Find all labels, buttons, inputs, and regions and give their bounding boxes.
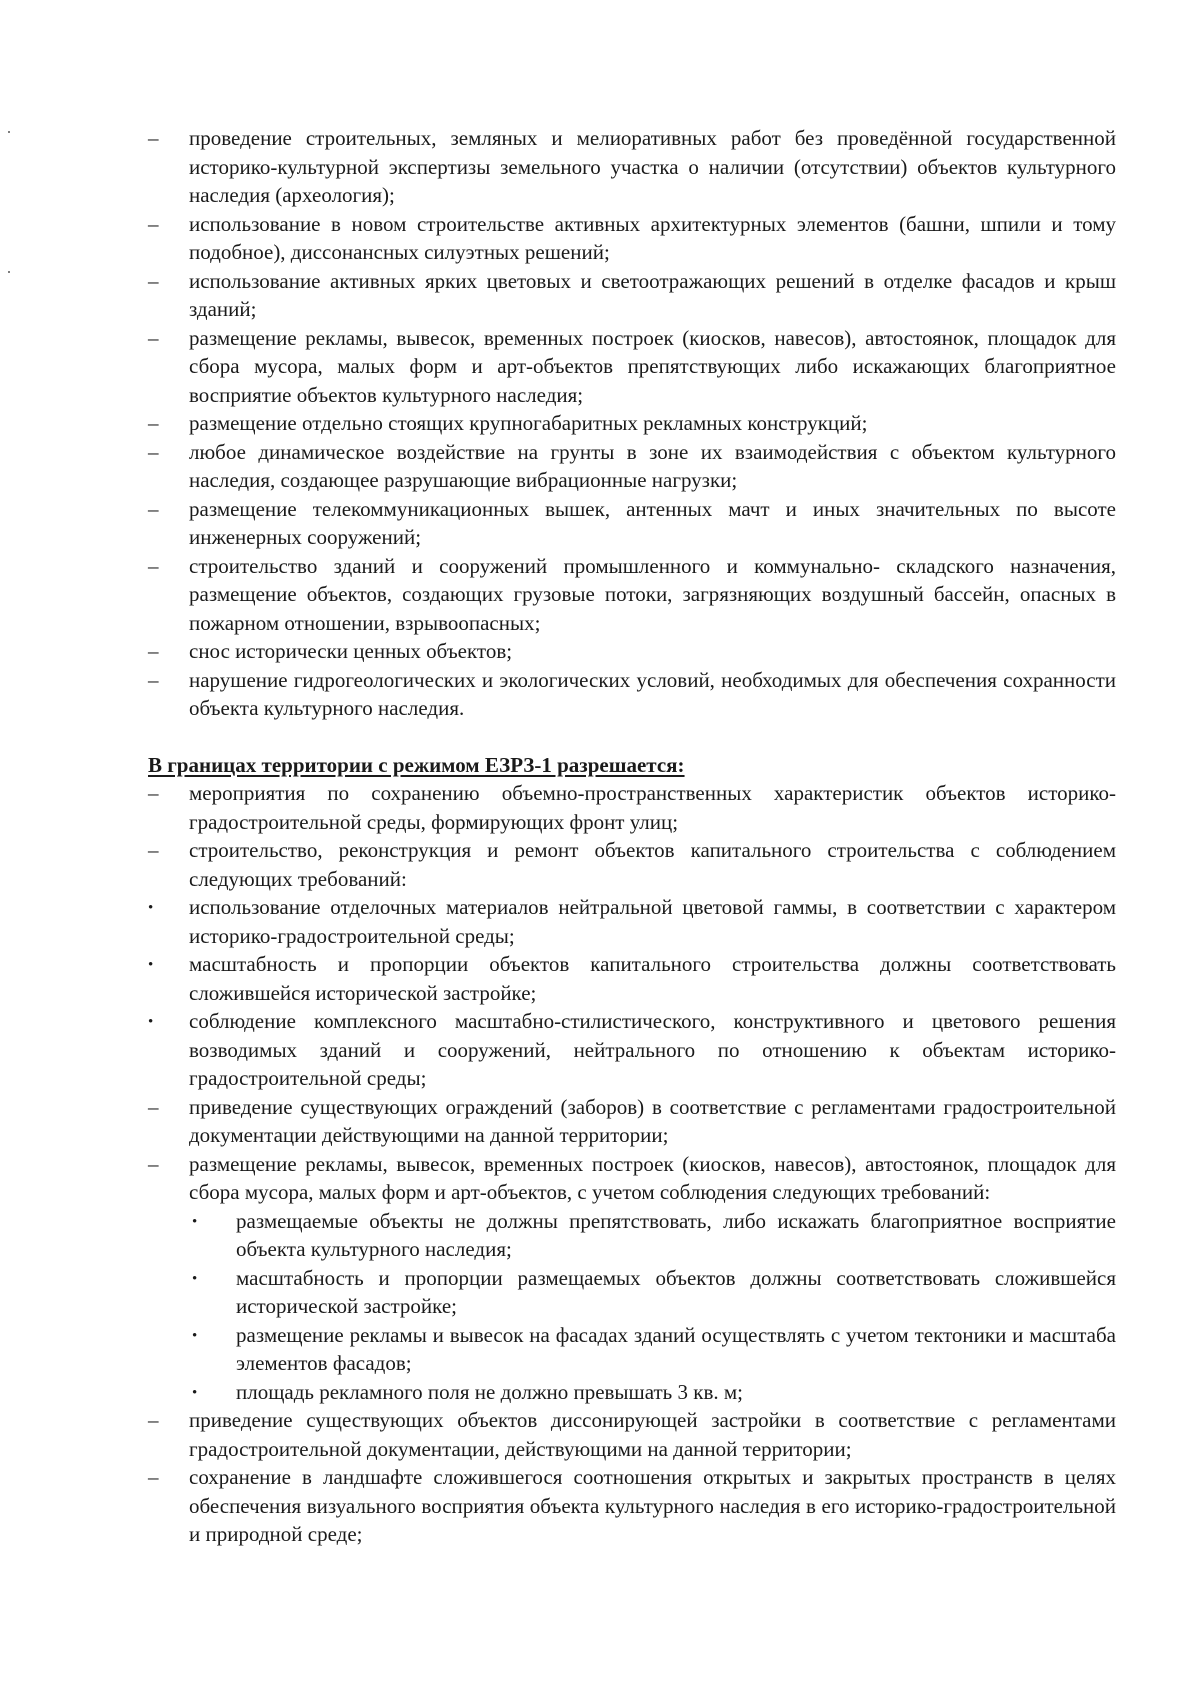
bullet-marker: • xyxy=(192,1213,198,1230)
bullet-marker: • xyxy=(148,900,154,916)
list-item-text: строительство зданий и сооружений промышленного и коммунально- складского назначения, размещение объектов, создающих грузовые потоки, загрязняющих воздушный бассейн, опасных в пожарном отношении, взрывоопасных; xyxy=(189,553,1116,635)
list-item-text: сохранение в ландшафте сложившегося соотношения открытых и закрытых пространств в целях обеспечения визуального восприятия объекта культурного наследия в его историко-градостроительной и природной среде; xyxy=(189,1465,1116,1546)
permissions-list-continued xyxy=(148,1406,1116,1549)
list-item xyxy=(192,1207,1116,1264)
list-item xyxy=(148,1406,1116,1463)
list-item xyxy=(148,324,1116,410)
list-item xyxy=(192,1264,1116,1321)
list-item-text: проведение строительных, земляных и мелиоративных работ без проведённой государственной историко-культурной экспертизы земельного участка о наличии (отсутствии) объектов культурного наследия (археология); xyxy=(189,126,1116,207)
list-item xyxy=(148,836,1116,893)
dash-marker: – xyxy=(148,1408,159,1432)
dash-marker: – xyxy=(148,496,159,521)
dash-marker: – xyxy=(148,411,159,435)
bullet-marker: • xyxy=(148,1014,154,1030)
list-item xyxy=(148,495,1116,552)
list-item-text: размещение отдельно стоящих крупногабаритных рекламных конструкций; xyxy=(189,411,868,435)
dash-marker: – xyxy=(148,1094,159,1119)
list-item-text: снос исторически ценных объектов; xyxy=(189,639,513,663)
dash-marker: – xyxy=(148,639,159,663)
list-item xyxy=(148,1463,1116,1549)
dash-marker: – xyxy=(148,781,159,805)
list-item xyxy=(148,1093,1116,1150)
bullet-marker: • xyxy=(192,1384,198,1401)
list-item-text: любое динамическое воздействие на грунты в зоне их взаимодействия с объектом культурного наследия, создающее разрушающие вибрационные нагрузки; xyxy=(189,439,1116,492)
dash-marker: – xyxy=(148,211,159,236)
section-heading: В границах территории с режимом ЕЗРЗ-1 разрешается: xyxy=(148,752,685,777)
list-item xyxy=(148,552,1116,638)
bullet-marker: • xyxy=(192,1270,198,1287)
dash-marker: – xyxy=(148,553,159,578)
dash-marker: – xyxy=(148,325,159,350)
list-item-text: нарушение гидрогеологических и экологических условий, необходимых для обеспечения сохранности объекта культурного наследия. xyxy=(189,667,1116,720)
dash-marker: – xyxy=(148,667,159,692)
list-item-text: площадь рекламного поля не должно превышать 3 кв. м; xyxy=(236,1379,743,1404)
list-item-text: использование активных ярких цветовых и светоотражающих решений в отделке фасадов и крыш зданий; xyxy=(189,268,1116,321)
dash-marker: – xyxy=(148,1151,159,1176)
dash-marker: – xyxy=(148,1465,159,1489)
list-item-text: размещение рекламы, вывесок, временных построек (киосков, навесов), автостоянок, площадок для сбора мусора, малых форм и арт-объектов препятствующих либо искажающих благоприятное восприятие объектов культурного наследия; xyxy=(189,325,1116,407)
list-item xyxy=(148,637,1116,666)
list-item-text: использование в новом строительстве активных архитектурных элементов (башни, шпили и тому подобное), диссонансных силуэтных решений; xyxy=(189,211,1116,264)
prohibitions-list xyxy=(148,124,1116,723)
list-item-text: размещаемые объекты не должны препятствовать, либо искажать благоприятное восприятие объекта культурного наследия; xyxy=(236,1208,1116,1261)
advertising-requirements-sublist xyxy=(148,1207,1116,1407)
scan-speck xyxy=(8,131,10,133)
list-item-text: соблюдение комплексного масштабно-стилистического, конструктивного и цветового решения возводимых зданий и сооружений, нейтрального по отношению к объектам историко-градостроительной среды; xyxy=(189,1009,1116,1090)
list-item-text: приведение существующих объектов диссонирующей застройки в соответствие с регламентами градостроительной документации, действующими на данной территории; xyxy=(189,1408,1116,1461)
bullet-marker: • xyxy=(192,1327,198,1344)
list-item-text: масштабность и пропорции размещаемых объектов должны соответствовать сложившейся исторической застройке; xyxy=(236,1265,1116,1318)
list-item xyxy=(148,1150,1116,1207)
list-item xyxy=(192,1321,1116,1378)
list-item xyxy=(148,779,1116,836)
dash-marker: – xyxy=(148,268,159,293)
list-item xyxy=(148,893,1116,950)
list-item xyxy=(192,1378,1116,1407)
dash-marker: – xyxy=(148,126,159,150)
list-item-text: строительство, реконструкция и ремонт объектов капитального строительства с соблюдением следующих требований: xyxy=(189,838,1116,891)
list-item xyxy=(148,950,1116,1007)
dash-marker: – xyxy=(148,439,159,464)
list-item xyxy=(148,210,1116,267)
list-item xyxy=(148,1007,1116,1093)
list-item xyxy=(148,438,1116,495)
list-item xyxy=(148,666,1116,723)
list-item-text: приведение существующих ограждений (заборов) в соответствие с регламентами градостроительной документации действующими на данной территории; xyxy=(189,1094,1116,1147)
bullet-marker: • xyxy=(148,957,154,973)
permissions-list xyxy=(148,779,1116,1207)
list-item-text: размещение телекоммуникационных вышек, антенных мачт и иных значительных по высоте инженерных сооружений; xyxy=(189,496,1116,549)
list-item-text: размещение рекламы и вывесок на фасадах зданий осуществлять с учетом тектоники и масштаба элементов фасадов; xyxy=(236,1322,1116,1375)
list-item xyxy=(148,267,1116,324)
scan-speck xyxy=(8,271,10,273)
dash-marker: – xyxy=(148,838,159,862)
list-item xyxy=(148,124,1116,210)
document-body xyxy=(148,124,1116,1549)
list-item-text: размещение рекламы, вывесок, временных построек (киосков, навесов), автостоянок, площадок для сбора мусора, малых форм и арт-объектов, с учетом соблюдения следующих требований: xyxy=(189,1151,1116,1204)
list-item xyxy=(148,409,1116,438)
list-item-text: масштабность и пропорции объектов капитального строительства должны соответствовать сложившейся исторической застройке; xyxy=(189,952,1116,1005)
list-item-text: мероприятия по сохранению объемно-пространственных характеристик объектов историко-градостроительной среды, формирующих фронт улиц; xyxy=(189,781,1116,834)
list-item-text: использование отделочных материалов нейтральной цветовой гаммы, в соответствии с характером историко-градостроительной среды; xyxy=(189,895,1116,948)
